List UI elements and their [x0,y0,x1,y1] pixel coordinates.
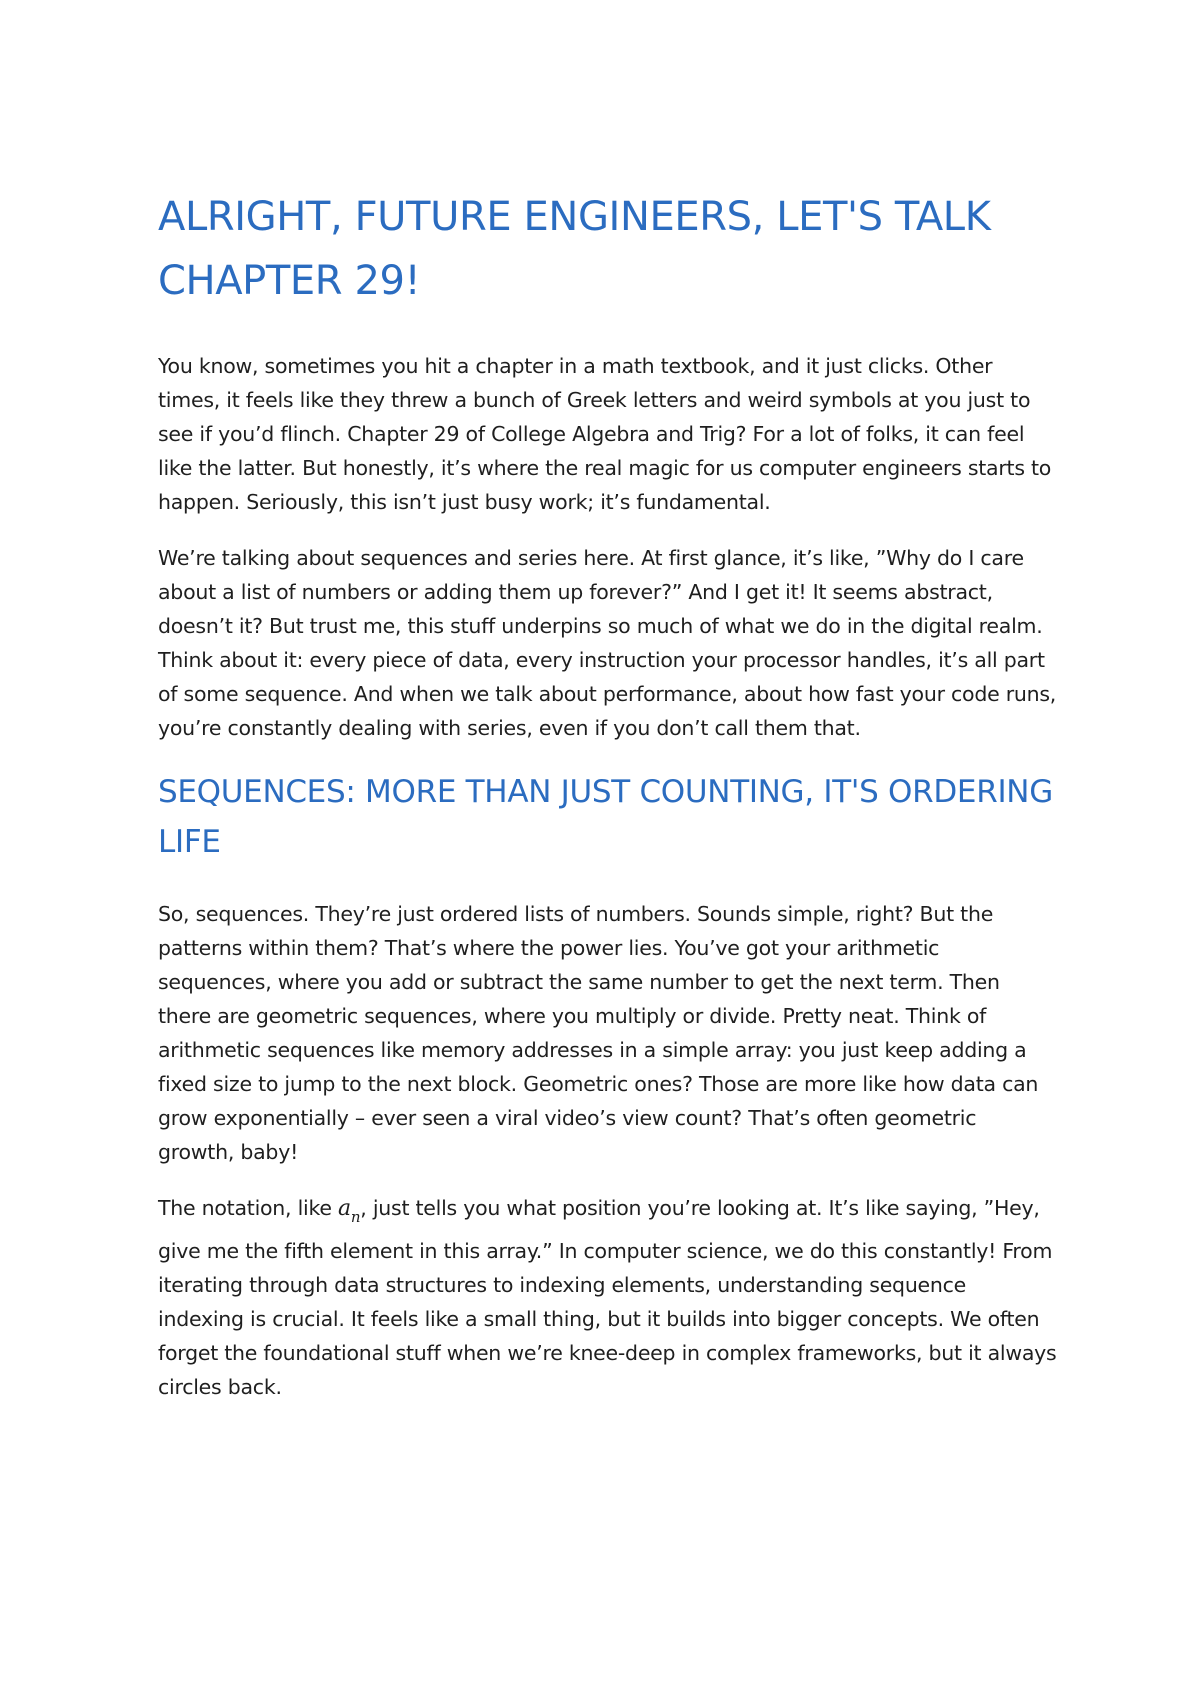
document-content [158,185,1058,1426]
notation-text-before: The notation, like [158,1196,338,1220]
sequences-series-paragraph: We’re talking about sequences and series here. At first glance, it’s like, ”Why do I care about a list of numbers or adding them up forever?” And I get it! It seems abstract, doesn’t it? But trust me, this stuff underpins so much of what we do in the digital realm. Think about it: every piece of data, every instruction your processor handles, it’s all part of some sequence. And when we talk about performance, about how fast your code runs, you’re constantly dealing with series, even if you don’t call them that. [158,546,1057,740]
sequences-section-heading: SEQUENCES: MORE THAN JUST COUNTING, IT'S ORDERING LIFE [158,774,1053,860]
sequences-types-paragraph: So, sequences. They’re just ordered lists of numbers. Sounds simple, right? But the patterns within them? That’s where the power lies. You’ve got your arithmetic sequences, where you add or subtract the same number to get the next term. Then there are geometric sequences, where you multiply or divide. Pretty neat. Think of arithmetic sequences like memory addresses in a simple array: you just keep adding a fixed size to jump to the next block. Geometric ones? Those are more like how data can grow exponentially – ever seen a viral video’s view count? That’s often geometric growth, baby! [158,902,1039,1164]
sequence-term-notation [338,1196,361,1226]
notation-paragraph [158,1191,1058,1404]
notation-text-after: , just tells you what position you’re looking at. It’s like saying, ”Hey, give me the fifth element in this array.” In computer science, we do this constantly! From iterating through data structures to indexing elements, understanding sequence indexing is crucial. It feels like a small thing, but it builds into bigger concepts. We often forget the foundational stuff when we’re knee-deep in complex frameworks, but it always circles back. [158,1196,1057,1399]
notation-subscript: n [350,1208,361,1226]
notation-base: a [338,1196,351,1221]
intro-paragraph: You know, sometimes you hit a chapter in a math textbook, and it just clicks. Other times, it feels like they threw a bunch of Greek letters and weird symbols at you just to see if you’d flinch. Chapter 29 of College Algebra and Trig? For a lot of folks, it can feel like the latter. But honestly, it’s where the real magic for us computer engineers starts to happen. Seriously, this isn’t just busy work; it’s fundamental. [158,354,1052,514]
chapter-heading: ALRIGHT, FUTURE ENGINEERS, LET'S TALK CHAPTER 29! [158,194,991,304]
